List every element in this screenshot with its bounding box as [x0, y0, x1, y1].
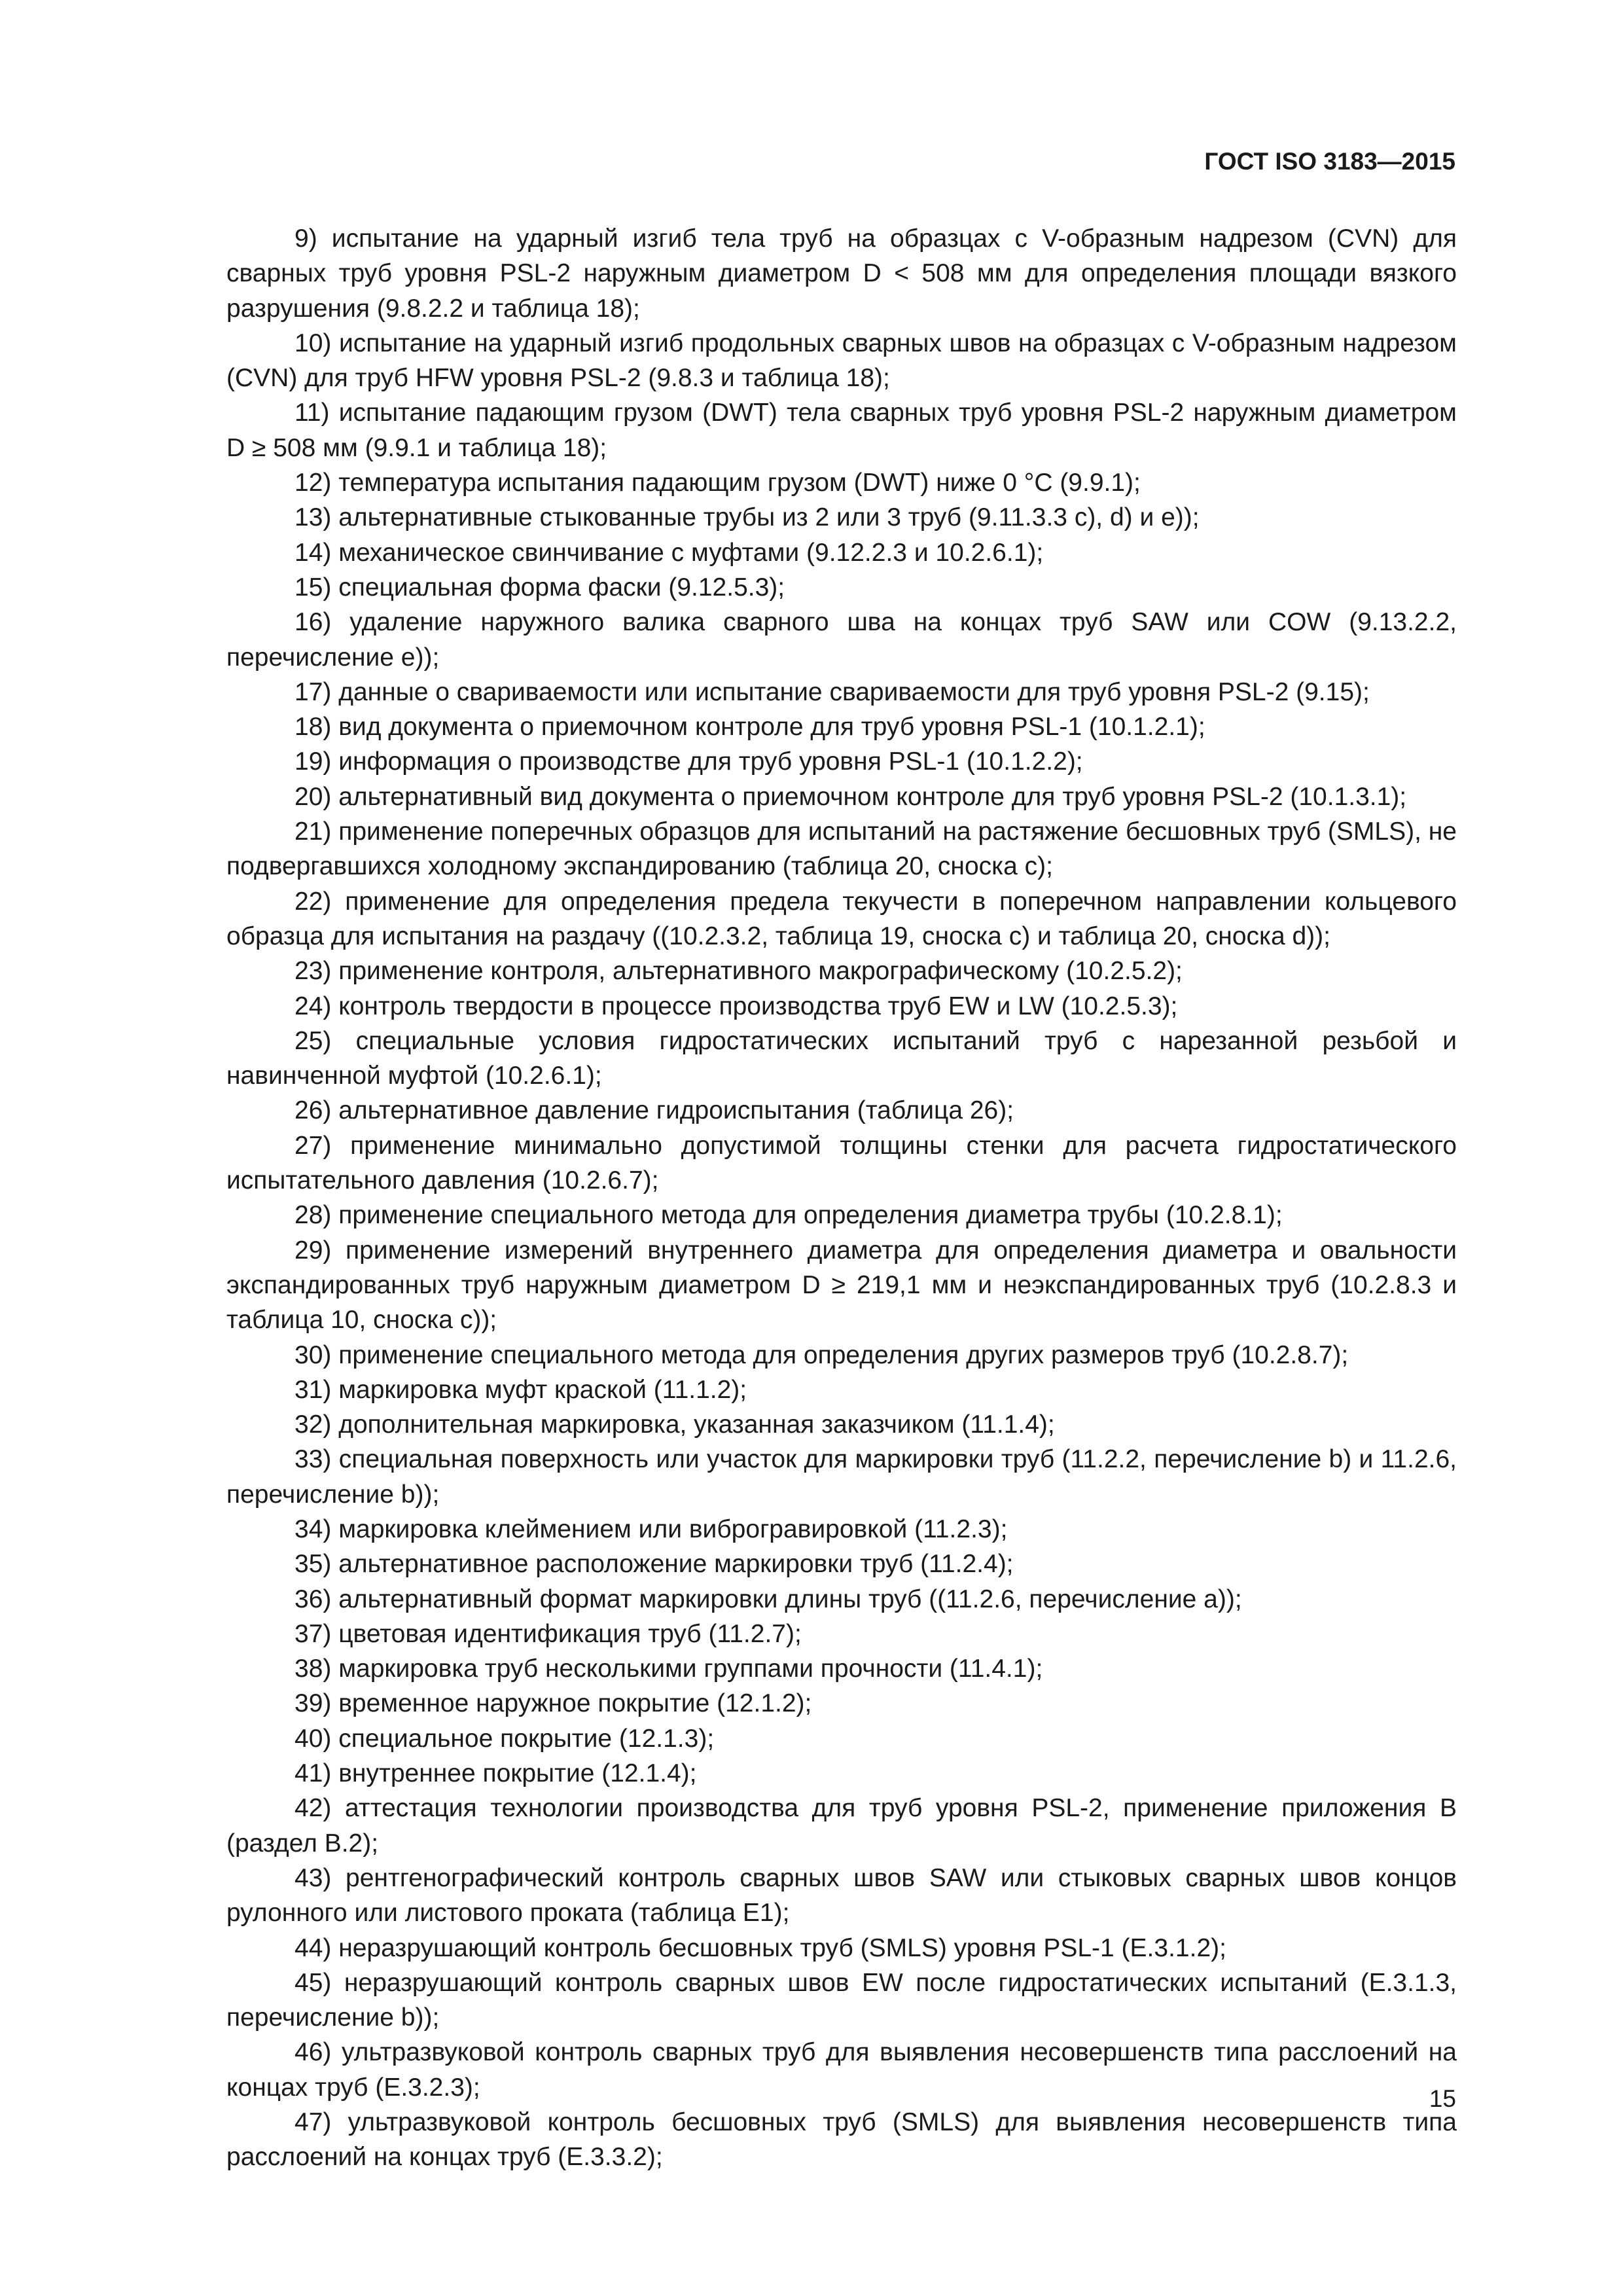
list-item: 41) внутреннее покрытие (12.1.4); — [294, 1759, 697, 1788]
list-item: 35) альтернативное расположение маркировки труб (11.2.4); — [294, 1550, 1014, 1579]
list-item: 9) испытание на ударный изгиб тела труб на образцах с V-образным надрезом (CVN) для сварных труб уровня PSL-2 наружным диаметром D < 508 мм для определения площади вязкого разрушения (9.8.2.2 и таблица 18); — [226, 224, 1457, 323]
list-item: 14) механическое свинчивание с муфтами (9.12.2.3 и 10.2.6.1); — [294, 538, 1044, 567]
list-item: 36) альтернативный формат маркировки длины труб ((11.2.6, перечисление а)); — [294, 1585, 1242, 1613]
page-number: 15 — [1429, 2085, 1456, 2112]
list-item: 39) временное наружное покрытие (12.1.2); — [294, 1689, 812, 1718]
list-item: 43) рентгенографический контроль сварных швов SAW или стыковых сварных швов концов рулонного или листового проката (таблица Е1); — [226, 1863, 1457, 1928]
list-item: 25) специальные условия гидростатических испытаний труб с нарезанной резьбой и навинченной муфтой (10.2.6.1); — [226, 1026, 1457, 1090]
list-item: 16) удаление наружного валика сварного шва на концах труб SAW или COW (9.13.2.2, перечисление е)); — [226, 608, 1457, 672]
list-item: 33) специальная поверхность или участок для маркировки труб (11.2.2, перечисление b) и 11.2.6, перечисление b)); — [226, 1445, 1457, 1509]
requirements-list — [226, 221, 1457, 2175]
list-item: 38) маркировка труб несколькими группами прочности (11.4.1); — [294, 1655, 1043, 1683]
list-item: 17) данные о свариваемости или испытание свариваемости для труб уровня PSL-2 (9.15); — [294, 677, 1370, 706]
list-item: 23) применение контроля, альтернативного макрографическому (10.2.5.2); — [294, 957, 1183, 986]
list-item: 37) цветовая идентификация труб (11.2.7); — [294, 1619, 802, 1648]
list-item: 44) неразрушающий контроль бесшовных труб (SMLS) уровня PSL-1 (Е.3.1.2); — [294, 1933, 1226, 1962]
list-item: 30) применение специального метода для определения других размеров труб (10.2.8.7); — [294, 1340, 1349, 1369]
list-item: 21) применение поперечных образцов для испытаний на растяжение бесшовных труб (SMLS), не подвергавшихся холодному экспандированию (таблица 20, сноска с); — [226, 817, 1457, 881]
list-item: 31) маркировка муфт краской (11.1.2); — [294, 1375, 747, 1404]
list-item: 32) дополнительная маркировка, указанная заказчиком (11.1.4); — [294, 1410, 1055, 1439]
list-item: 24) контроль твердости в процессе производства труб EW и LW (10.2.5.3); — [294, 992, 1178, 1020]
list-item: 11) испытание падающим грузом (DWT) тела сварных труб уровня PSL-2 наружным диаметром D ≥ 508 мм (9.9.1 и таблица 18); — [226, 399, 1457, 462]
list-item: 47) ультразвуковой контроль бесшовных труб (SMLS) для выявления несовершенств типа расслоений на концах труб (Е.3.3.2); — [226, 2108, 1457, 2172]
list-item: 42) аттестация технологии производства для труб уровня PSL-2, применение приложения В (раздел В.2); — [226, 1794, 1457, 1857]
list-item: 40) специальное покрытие (12.1.3); — [294, 1724, 715, 1753]
list-item: 13) альтернативные стыкованные трубы из 2 или 3 труб (9.11.3.3 с), d) и е)); — [294, 503, 1200, 532]
list-item: 20) альтернативный вид документа о приемочном контроле для труб уровня PSL-2 (10.1.3.1); — [294, 782, 1407, 811]
list-item: 19) информация о производстве для труб уровня PSL-1 (10.1.2.2); — [294, 747, 1083, 776]
list-item: 28) применение специального метода для определения диаметра трубы (10.2.8.1); — [294, 1201, 1283, 1230]
list-item: 27) применение минимально допустимой толщины стенки для расчета гидростатического испытательного давления (10.2.6.7); — [226, 1131, 1457, 1195]
list-item: 26) альтернативное давление гидроиспытания (таблица 26); — [294, 1096, 1014, 1125]
list-item: 29) применение измерений внутреннего диаметра для определения диаметра и овальности экспандированных труб наружным диаметром D ≥ 219,1 мм и неэкспандированных труб (10.2.8.3 и таблица 10, сноска с)); — [226, 1236, 1457, 1335]
list-item: 45) неразрушающий контроль сварных швов EW после гидростатических испытаний (Е.3.1.3, перечисление b)); — [226, 1968, 1457, 2032]
document-header: ГОСТ ISO 3183—2015 — [1204, 148, 1455, 175]
list-item: 10) испытание на ударный изгиб продольных сварных швов на образцах с V-образным надрезом (CVN) для труб HFW уровня PSL-2 (9.8.3 и таблица 18); — [226, 329, 1457, 393]
list-item: 15) специальная форма фаски (9.12.5.3); — [294, 573, 785, 601]
list-item: 12) температура испытания падающим грузом (DWT) ниже 0 °С (9.9.1); — [294, 469, 1141, 497]
list-item: 46) ультразвуковой контроль сварных труб для выявления несовершенств типа расслоений на концах труб (Е.3.2.3); — [226, 2038, 1457, 2102]
list-item: 22) применение для определения предела текучести в поперечном направлении кольцевого образца для испытания на раздачу ((10.2.3.2, таблица 19, сноска с) и таблица 20, сноска d)); — [226, 887, 1457, 950]
list-item: 34) маркировка клеймением или виброгравировкой (11.2.3); — [294, 1515, 1008, 1543]
list-item: 18) вид документа о приемочном контроле для труб уровня PSL-1 (10.1.2.1); — [294, 713, 1205, 742]
